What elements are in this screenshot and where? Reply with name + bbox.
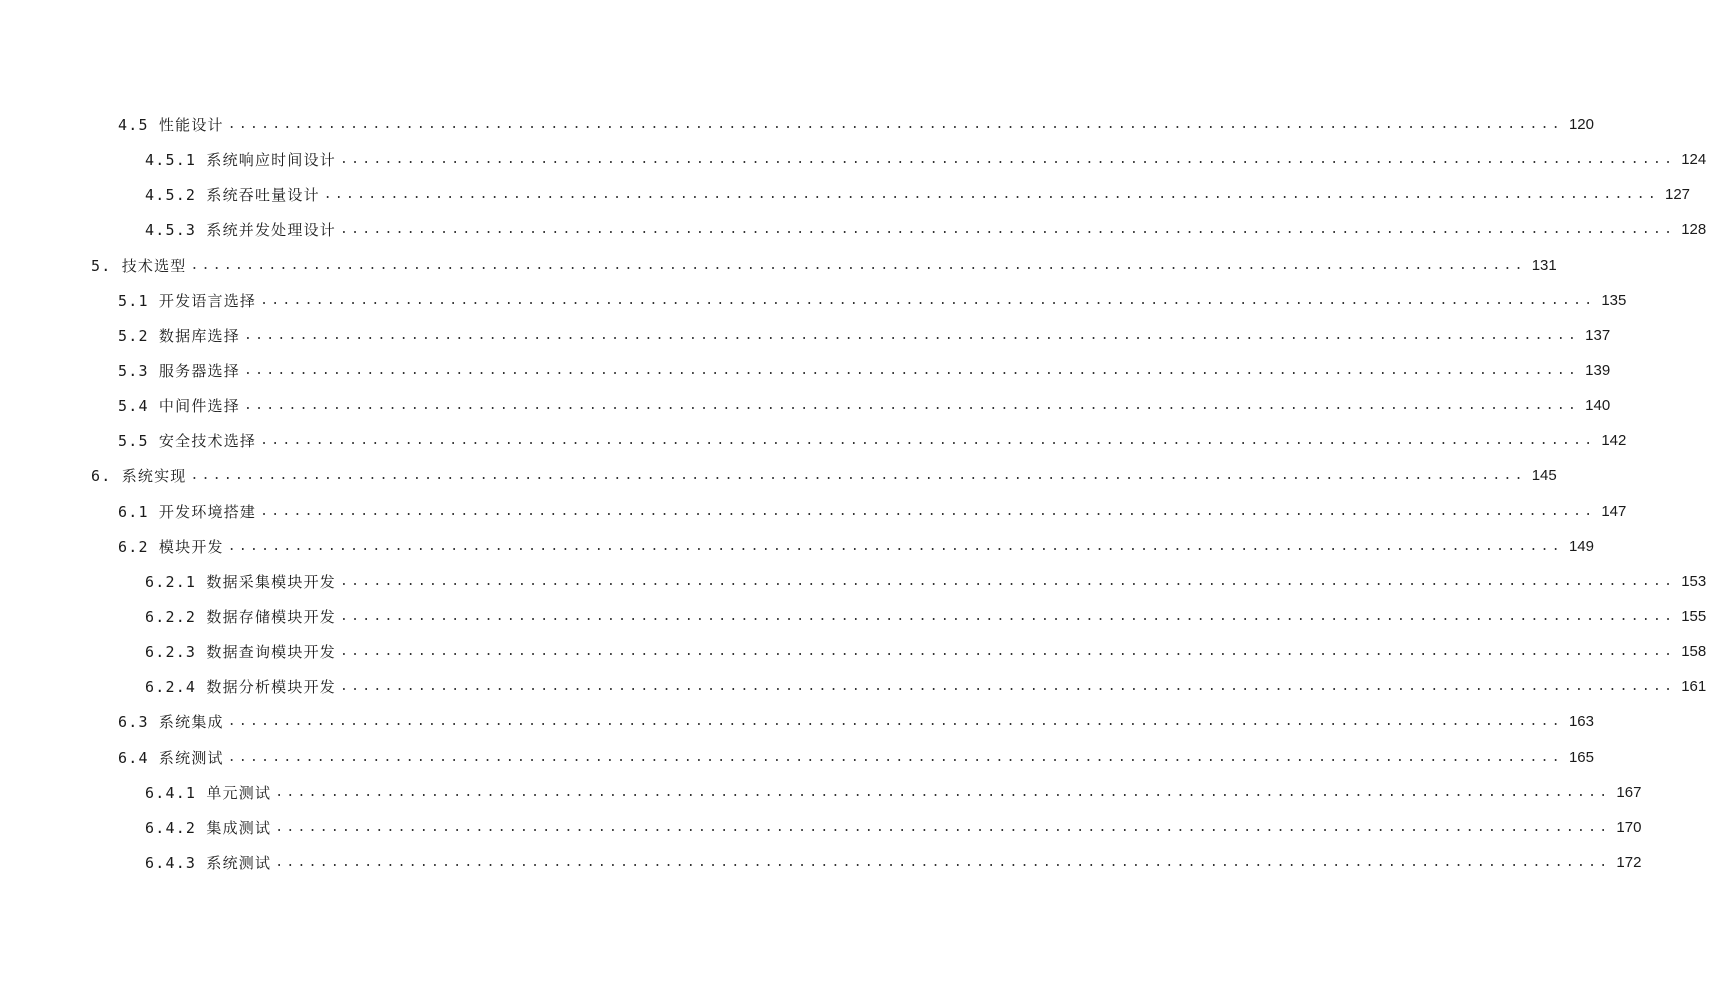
dot-leader: ........................................................................................................................	[340, 222, 1676, 238]
toc-page-number: 165	[1568, 748, 1594, 766]
toc-entry[interactable]	[0, 564, 1707, 599]
dot-leader: ........................................................................................................................	[340, 679, 1676, 695]
toc-entry-title: 5.3 服务器选择	[118, 362, 240, 381]
toc-entry-title: 5.5 安全技术选择	[118, 432, 257, 451]
toc-entry-title: 4.5.1 系统响应时间设计	[145, 151, 336, 170]
toc-entry-title: 6.2.4 数据分析模块开发	[145, 678, 336, 697]
toc-page-number: 120	[1568, 116, 1594, 134]
toc-entry-title: 6.2.1 数据采集模块开发	[145, 572, 336, 591]
toc-page-number: 142	[1601, 432, 1627, 450]
dot-leader: ........................................................................................................................	[340, 644, 1676, 660]
dot-leader: ........................................................................................................................	[227, 117, 1563, 133]
toc-entry[interactable]	[0, 529, 1594, 564]
toc-entry-title: 6.2.3 数据查询模块开发	[145, 643, 336, 662]
toc-entry[interactable]	[0, 248, 1557, 283]
toc-page-number: 137	[1585, 326, 1611, 344]
dot-leader: ........................................................................................................................	[260, 433, 1596, 449]
toc-entry[interactable]	[0, 283, 1627, 318]
toc-entry[interactable]	[0, 740, 1594, 775]
toc-entry-title: 6.4.2 集成测试	[145, 818, 272, 837]
toc-page-number: 131	[1531, 256, 1557, 274]
toc-entry-title: 5.2 数据库选择	[118, 326, 240, 345]
toc-page-number: 170	[1616, 818, 1642, 836]
toc-entry-title: 6.3 系统集成	[118, 713, 224, 732]
toc-page-number: 140	[1585, 397, 1611, 415]
toc-page-number: 147	[1601, 502, 1627, 520]
toc-page-number: 124	[1681, 151, 1707, 169]
dot-leader: ........................................................................................................................	[243, 327, 1580, 343]
toc-entry-title: 5.4 中间件选择	[118, 397, 240, 416]
dot-leader: ........................................................................................................................	[260, 503, 1596, 519]
dot-leader: ........................................................................................................................	[190, 257, 1526, 273]
dot-leader: ........................................................................................................................	[323, 187, 1659, 203]
toc-entry[interactable]	[0, 353, 1611, 388]
toc-entry[interactable]	[0, 669, 1707, 704]
toc-page-number: 139	[1585, 362, 1611, 380]
toc-page-number: 135	[1601, 291, 1627, 309]
toc-page-number: 153	[1681, 572, 1707, 590]
toc-entry[interactable]	[0, 810, 1642, 845]
table-of-contents	[0, 107, 1707, 880]
toc-entry-title: 5.1 开发语言选择	[118, 291, 257, 310]
toc-entry-title: 5. 技术选型	[91, 256, 187, 275]
toc-entry-title: 6.2.2 数据存储模块开发	[145, 608, 336, 627]
toc-page-number: 161	[1681, 678, 1707, 696]
toc-page-number: 127	[1665, 186, 1691, 204]
dot-leader: ........................................................................................................................	[340, 573, 1676, 589]
toc-entry[interactable]	[0, 423, 1627, 458]
toc-entry[interactable]	[0, 388, 1611, 423]
toc-entry-title: 4.5 性能设计	[118, 116, 224, 135]
dot-leader: ........................................................................................................................	[243, 363, 1580, 379]
dot-leader: ........................................................................................................................	[190, 468, 1526, 484]
dot-leader: ........................................................................................................................	[340, 609, 1676, 625]
toc-entry[interactable]	[0, 704, 1594, 739]
toc-entry-title: 6.4.3 系统测试	[145, 854, 272, 873]
dot-leader: ........................................................................................................................	[275, 784, 1611, 800]
toc-page-number: 167	[1616, 783, 1642, 801]
toc-entry-title: 6.2 模块开发	[118, 537, 224, 556]
toc-entry[interactable]	[0, 845, 1642, 880]
toc-entry[interactable]	[0, 494, 1627, 529]
toc-entry[interactable]	[0, 142, 1707, 177]
toc-page-number: 172	[1616, 854, 1642, 872]
toc-page-number: 149	[1568, 537, 1594, 555]
toc-entry-title: 4.5.2 系统吞吐量设计	[145, 186, 320, 205]
toc-page-number: 163	[1568, 713, 1594, 731]
dot-leader: ........................................................................................................................	[275, 855, 1611, 871]
dot-leader: ........................................................................................................................	[340, 152, 1676, 168]
toc-entry-title: 6.4.1 单元测试	[145, 783, 272, 802]
dot-leader: ........................................................................................................................	[227, 714, 1563, 730]
toc-entry[interactable]	[0, 775, 1642, 810]
dot-leader: ........................................................................................................................	[243, 398, 1580, 414]
toc-entry-title: 6. 系统实现	[91, 467, 187, 486]
toc-entry[interactable]	[0, 177, 1691, 212]
toc-entry[interactable]	[0, 599, 1707, 634]
toc-entry[interactable]	[0, 458, 1557, 493]
toc-entry[interactable]	[0, 634, 1707, 669]
toc-page-number: 155	[1681, 608, 1707, 626]
toc-entry[interactable]	[0, 212, 1707, 247]
toc-entry-title: 6.4 系统测试	[118, 748, 224, 767]
toc-page-number: 158	[1681, 643, 1707, 661]
toc-entry-title: 4.5.3 系统并发处理设计	[145, 221, 336, 240]
toc-page-number: 145	[1531, 467, 1557, 485]
dot-leader: ........................................................................................................................	[275, 819, 1611, 835]
toc-entry-title: 6.1 开发环境搭建	[118, 502, 257, 521]
toc-entry[interactable]	[0, 107, 1594, 142]
toc-page-number: 128	[1681, 221, 1707, 239]
dot-leader: ........................................................................................................................	[227, 749, 1563, 765]
toc-entry[interactable]	[0, 318, 1611, 353]
dot-leader: ........................................................................................................................	[260, 292, 1596, 308]
dot-leader: ........................................................................................................................	[227, 538, 1563, 554]
